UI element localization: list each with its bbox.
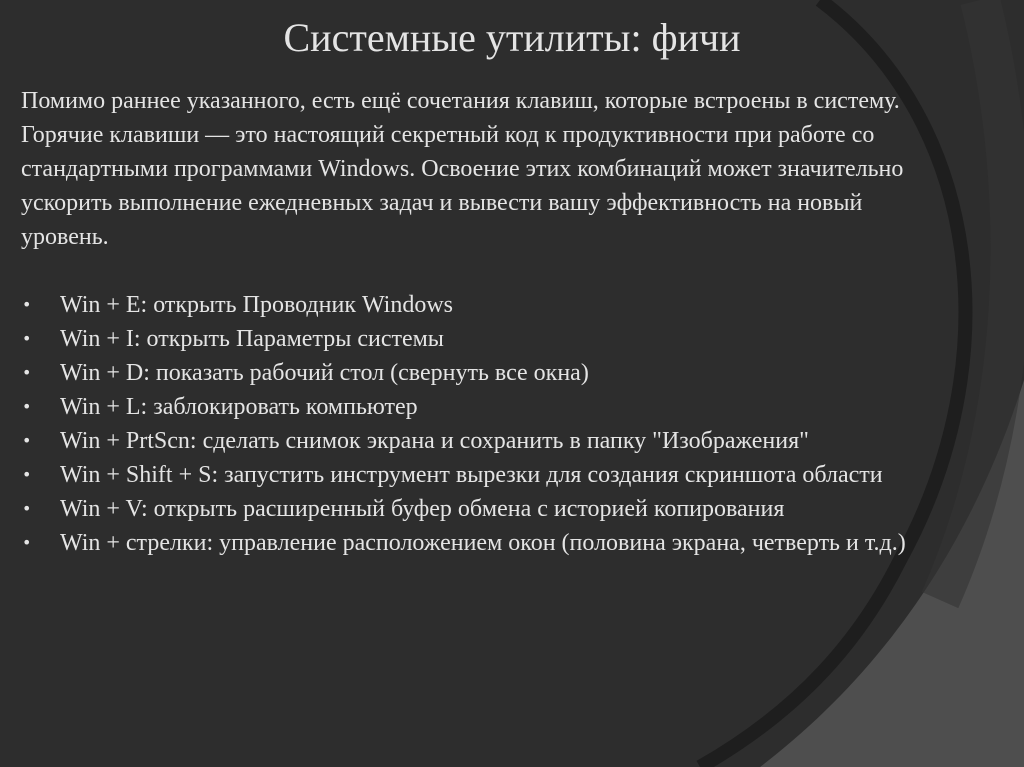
list-item [21, 356, 951, 390]
slide-body [21, 84, 951, 560]
bullet-icon: • [22, 363, 32, 382]
shortcut-list [21, 288, 951, 560]
list-item-text: Win + PrtScn: сделать снимок экрана и сохранить в папку "Изображения" [60, 428, 809, 454]
paragraph-hotkeys: Горячие клавиши — это настоящий секретный код к продуктивности при работе со стандартными программами Windows. Освоение этих комбинаций может значительно ускорить выполнение ежедневных задач и вывести вашу эффективность на новый уровень. [21, 122, 904, 250]
list-item-text: Win + Shift + S: запустить инструмент вырезки для создания скриншота области [60, 462, 883, 488]
spacer [21, 254, 951, 288]
bullet-icon: • [22, 499, 32, 518]
bullet-icon: • [22, 431, 32, 450]
list-item [21, 288, 951, 322]
slide-title: Системные утилиты: фичи [283, 15, 741, 60]
list-item [21, 458, 951, 492]
paragraph-intro: Помимо раннее указанного, есть ещё сочетания клавиш, которые встроены в систему. [21, 88, 900, 114]
bullet-icon: • [22, 533, 32, 552]
bullet-icon: • [22, 295, 32, 314]
list-item [21, 390, 951, 424]
list-item-text: Win + E: открыть Проводник Windows [60, 292, 454, 318]
bullet-icon: • [22, 397, 32, 416]
list-item [21, 424, 951, 458]
bullet-icon: • [22, 465, 32, 484]
list-item-text: Win + стрелки: управление расположением окон (половина экрана, четверть и т.д.) [60, 530, 906, 556]
list-item-text: Win + L: заблокировать компьютер [60, 394, 418, 420]
list-item-text: Win + V: открыть расширенный буфер обмена с историей копирования [60, 496, 785, 522]
list-item [21, 492, 951, 526]
list-item-text: Win + I: открыть Параметры системы [60, 326, 444, 352]
list-item-text: Win + D: показать рабочий стол (свернуть все окна) [60, 360, 589, 386]
list-item [21, 526, 951, 560]
list-item [21, 322, 951, 356]
bullet-icon: • [22, 329, 32, 348]
